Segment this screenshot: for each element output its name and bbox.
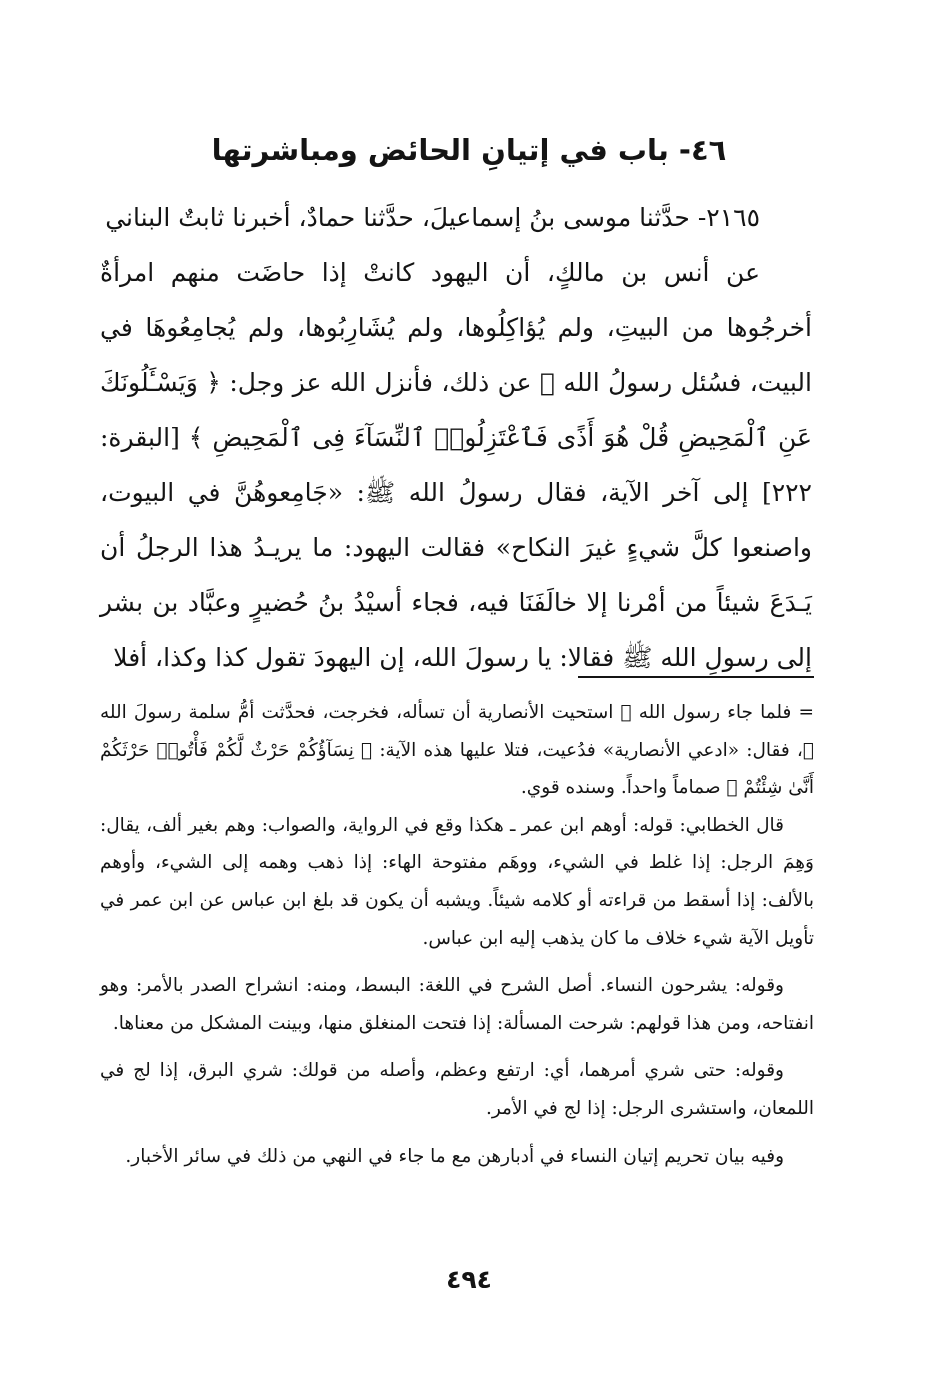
footnote-sharh: وقوله: يشرحون النساء. أصل الشرح في اللغة: البسط، ومنه: انشراح الصدر بالأمر: وهو انفتاحه، ومن هذا قولهم: شرحت المسألة: إذا فتحت المنغلق منها، وبينت المشكل من معناها. [100,975,814,1034]
page-number: ٤٩٤ [446,1265,492,1294]
footnote-continuation: = فلما جاء رسول الله ﷺ استحيت الأنصارية أن تسأله، فخرجت، فحدَّثت أمُّ سلمة رسولَ الله ﷺ، فقال: «ادعي الأنصارية» فدُعيت، فتلا عليها هذه الآية: ﴿ نِسَآؤُكُمْ حَرْثٌ لَّكُمْ فَأْتُوا۟ حَرْثَكُمْ أَنَّىٰ شِئْتُمْ ﴾ صماماً واحداً. وسنده قوي. [100,702,814,799]
hadith-isnad: ٢١٦٥- حدَّثنا موسى بنُ إسماعيلَ، حدَّثنا حمادٌ، أخبرنا ثابتٌ البناني [105,203,760,232]
hadith-matn: عن أنس بن مالكٍ، أن اليهود كانتْ إذا حاضَت منهم امرأةٌ أخرجُوها من البيتِ، ولم يُؤاكِلُوها، ولم يُشَارِبُوها، ولم يُجامِعُوهَا في البيت، فسُئل رسولُ الله ﷺ عن ذلك، فأنزل الله عز وجل: ﴿ وَيَسْـَٔلُونَكَ عَنِ ٱلْمَحِيضِ قُلْ هُوَ أَذًى فَٱعْتَزِلُوا۟ ٱلنِّسَآءَ فِى ٱلْمَحِيضِ ﴾ [البقرة: ٢٢٢] إلى آخر الآية، فقال رسولُ الله ﷺ: «جَامِعوهُنَّ في البيوت، واصنعوا كلَّ شيءٍ غيرَ النكاح» فقالت اليهود: ما يريـدُ هذا الرجلُ أن يَـدَعَ شيئاً من أمْرنا إلا خالَفَنَا فيه، فجاء أسيْدُ بنُ حُضيرٍ وعبَّاد بن بشر إلى رسولِ الله ﷺ فقالا: يا رسولَ الله، إن اليهودَ تقول كذا وكذا، أفلا [100,258,812,672]
footnote-divider [578,676,814,678]
footnotes [100,694,814,1175]
footnote-shari: وقوله: حتى شري أمرهما، أي: ارتفع وعظم، وأصله من قولك: شري البرق، إذا لج في اللمعان، واستشرى الرجل: إذا لج في الأمر. [100,1060,814,1119]
chapter-title: ٤٦- باب في إتيانِ الحائض ومباشرتها [211,133,727,167]
footnote-khattabi: قال الخطابي: قوله: أوهم ابن عمر ـ هكذا وقع في الرواية، والصواب: وهم بغير ألف، يقال: وَهِمَ الرجل: إذا غلط في الشيء، ووهَم مفتوحة الهاء: إذا ذهب وهمه إلى الشيء، وأوهم بالألف: إذا أسقط من قراءته أو كلامه شيئاً. ويشبه أن يكون قد بلغ ابن عباس عن ابن عمر في تأويل الآية شيء خلاف ما كان يذهب إليه ابن عباس. [100,814,814,949]
hadith-text [100,190,812,685]
footnote-conclusion: وفيه بيان تحريم إتيان النساء في أدبارهن مع ما جاء في النهي من ذلك في سائر الأخبار. [125,1145,784,1167]
